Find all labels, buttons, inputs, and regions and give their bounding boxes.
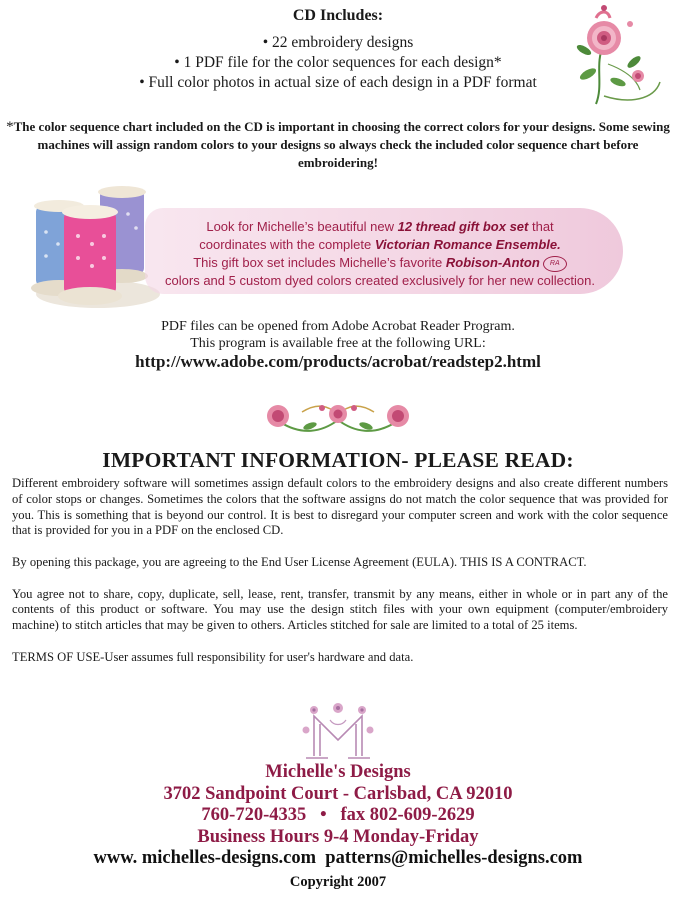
phone-number: 760-720-4335 xyxy=(201,805,307,825)
promo-line-3: This gift box set includes Michelle’s favorite Robison-Anton RA xyxy=(150,254,610,272)
thread-spools-icon xyxy=(28,184,163,312)
business-hours: Business Hours 9-4 Monday-Friday xyxy=(197,826,479,847)
note-asterisk: * xyxy=(6,119,14,135)
contact-block xyxy=(0,762,676,870)
pdf-info-line-2: This program is available free at the following URL: xyxy=(190,336,486,351)
m-monogram-logo-icon xyxy=(300,700,376,762)
cd-item-designs: • 22 embroidery designs xyxy=(262,34,414,51)
note-text: The color sequence chart included on the CD is important in choosing the correct colors for your designs. Some sewing machines will assign random colors to your designs so always check the included color sequence chart before embroidering! xyxy=(13,119,670,170)
company-address: 3702 Sandpoint Court - Carlsbad, CA 92010 xyxy=(163,783,513,804)
fax-number: fax 802-609-2629 xyxy=(340,805,475,825)
important-info-block xyxy=(12,476,668,681)
floral-rose-corner-icon xyxy=(574,4,664,108)
eula-paragraph: By opening this package, you are agreeing to the End User License Agreement (EULA). THIS IS A CONTRACT. xyxy=(12,554,587,569)
website-link[interactable]: www. michelles-designs.com xyxy=(93,848,317,868)
pdf-info xyxy=(0,318,676,352)
adobe-url-link[interactable]: http://www.adobe.com/products/acrobat/readstep2.html xyxy=(135,352,541,371)
cd-item-photos: • Full color photos in actual size of each design in a PDF format xyxy=(139,74,537,91)
web-email-line xyxy=(0,848,676,870)
promo-gift-box-name: 12 thread gift box set xyxy=(397,219,529,234)
separator-dot: • xyxy=(320,805,327,825)
terms-of-use-paragraph: TERMS OF USE-User assumes full responsibility for user's hardware and data. xyxy=(12,649,414,664)
color-chart-note xyxy=(0,118,676,172)
usage-restrictions-paragraph: You agree not to share, copy, duplicate, sell, lease, rent, transfer, transmit by any means, either in whole or in part any of the contents of this product or software. You may use the design stitch files with your own equipment (computer/embroidery machine) to stitch articles that may be given to others. Articles stitched for sale are limited to a total of 25 items. xyxy=(12,586,668,633)
cd-includes-title: CD Includes: xyxy=(292,7,384,24)
phone-fax-line xyxy=(0,805,676,827)
promo-line-4: colors and 5 custom dyed colors created exclusively for her new collection. xyxy=(165,273,595,288)
robison-anton-logo-icon: RA xyxy=(543,256,567,272)
copyright: Copyright 2007 xyxy=(289,874,387,890)
promo-brand-name: Robison-Anton xyxy=(445,255,540,270)
important-heading: IMPORTANT INFORMATION- PLEASE READ: xyxy=(102,448,574,472)
cd-item-pdf: • 1 PDF file for the color sequences for each design* xyxy=(174,54,502,71)
pdf-info-line-1: PDF files can be opened from Adobe Acrobat Reader Program. xyxy=(161,319,515,334)
software-colors-paragraph: Different embroidery software will sometimes assign default colors to the embroidery designs and also create different numbers of color stops or changes. Sometimes the colors that the software assigns do not match the color sequence that was provided for you. This is something that is beyond our control. It is best to disregard your computer screen and work with the color sequence that is provided for you in a PDF on the enclosed CD. xyxy=(12,476,668,538)
floral-divider-icon xyxy=(262,392,414,440)
email-link[interactable]: patterns@michelles-designs.com xyxy=(325,848,583,868)
gift-box-promo-text xyxy=(150,218,610,290)
promo-ensemble-name: Victorian Romance Ensemble. xyxy=(374,237,561,252)
company-name: Michelle's Designs xyxy=(265,762,411,782)
promo-line-2: coordinates with the complete Victorian Romance Ensemble. xyxy=(199,237,561,252)
promo-line-1: Look for Michelle’s beautiful new 12 thread gift box set that xyxy=(206,219,554,234)
